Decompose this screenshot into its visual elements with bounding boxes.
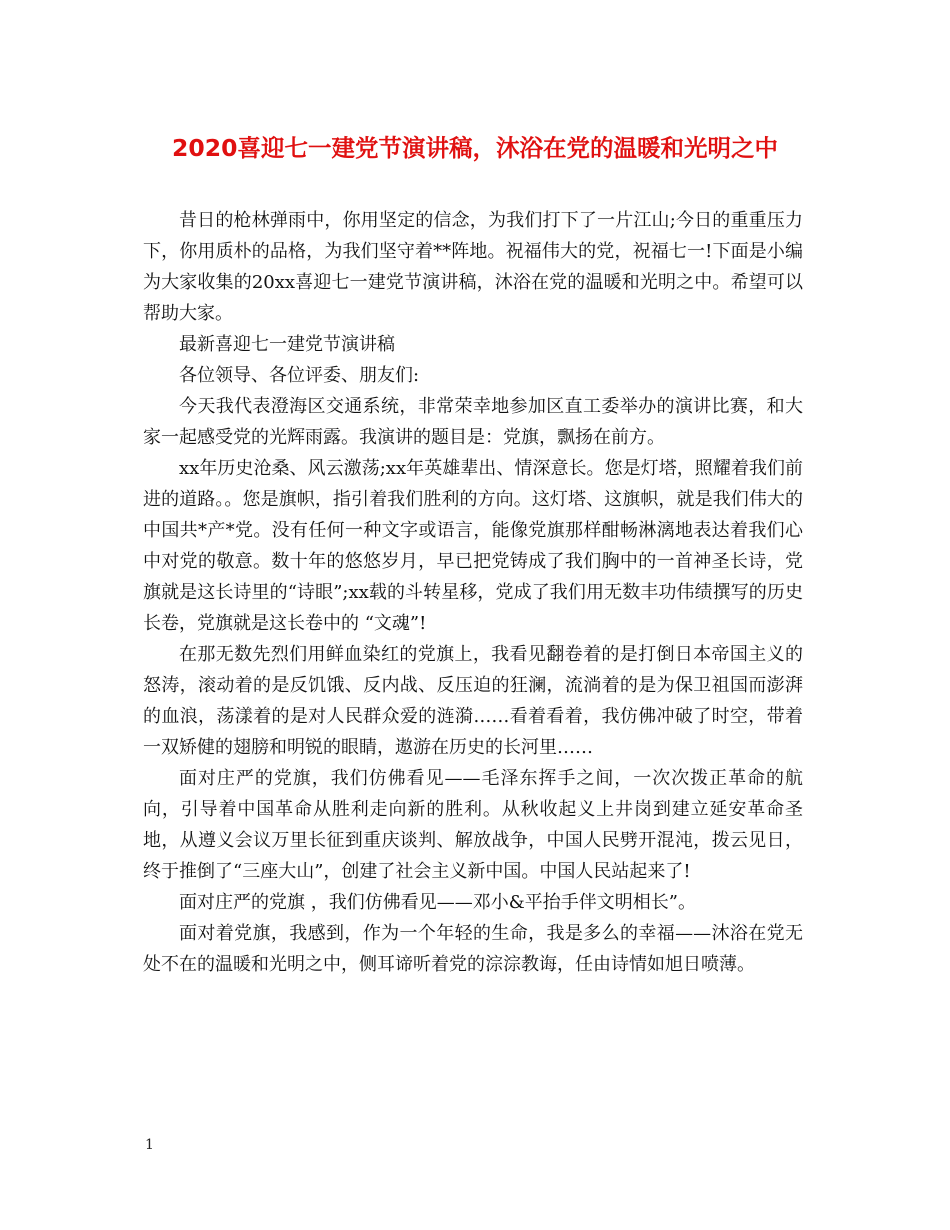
body-paragraph: 今天我代表澄海区交通系统，非常荣幸地参加区直工委举办的演讲比赛，和大家一起感受党的光辉雨露。我演讲的题目是：党旗，飘扬在前方。: [143, 396, 803, 448]
page-number: 1: [145, 1137, 154, 1153]
body-paragraph: 在那无数先烈们用鲜血染红的党旗上，我看见翻卷着的是打倒日本帝国主义的怒涛，滚动着的是反饥饿、反内战、反压迫的狂澜，流淌着的是为保卫祖国而澎湃的血浪，荡漾着的是对人民群众爱的涟漪……看着看着，我仿佛冲破了时空，带着一双矫健的翅膀和明锐的眼睛，遨游在历史的长河里……: [143, 644, 803, 758]
intro-paragraph: 昔日的枪林弹雨中，你用坚定的信念，为我们打下了一片江山;今日的重重压力下，你用质朴的品格，为我们坚守着**阵地。祝福伟大的党，祝福七一!下面是小编为大家收集的20xx喜迎七一建党节演讲稿，沐浴在党的温暖和光明之中。希望可以帮助大家。: [143, 210, 803, 324]
document-title: 2020喜迎七一建党节演讲稿，沐浴在党的温暖和光明之中: [172, 134, 778, 162]
body-paragraph: 面对庄严的党旗 ，我们仿佛看见——邓小&平抬手伴文明相长”。: [179, 892, 696, 913]
document-body: [143, 205, 803, 980]
body-paragraph: 面对庄严的党旗，我们仿佛看见——毛泽东挥手之间，一次次拨正革命的航向，引导着中国革命从胜利走向新的胜利。从秋收起义上井岗到建立延安革命圣地，从遵义会议万里长征到重庆谈判、解放战争，中国人民劈开混沌，拨云见日，终于推倒了“三座大山”，创建了社会主义新中国。中国人民站起来了!: [143, 768, 803, 882]
body-paragraph: xx年历史沧桑、风云激荡;xx年英雄辈出、情深意长。您是灯塔，照耀着我们前进的道路。。您是旗帜，指引着我们胜利的方向。这灯塔、这旗帜，就是我们伟大的中国共*产*党。没有任何一种文字或语言，能像党旗那样酣畅淋漓地表达着我们心中对党的敬意。数十年的悠悠岁月，早已把党铸成了我们胸中的一首神圣长诗，党旗就是这长诗里的“诗眼”;xx载的斗转星移，党成了我们用无数丰功伟绩撰写的历史长卷，党旗就是这长卷中的 “文魂”!: [143, 458, 803, 634]
section-heading: 最新喜迎七一建党节演讲稿: [179, 334, 395, 355]
body-paragraph: 面对着党旗，我感到，作为一个年轻的生命，我是多么的幸福——沐浴在党无处不在的温暖和光明之中，侧耳谛听着党的淙淙教诲，任由诗情如旭日喷薄。: [143, 923, 803, 975]
salutation: 各位领导、各位评委、朋友们:: [179, 365, 420, 386]
